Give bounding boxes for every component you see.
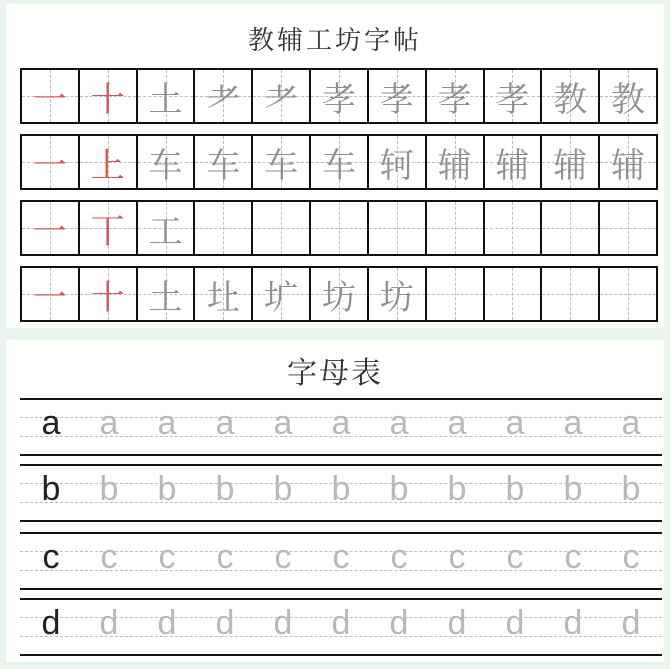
- trace-letter: a: [215, 404, 235, 442]
- trace-letter: d: [505, 604, 525, 642]
- grid-cell: [195, 268, 253, 320]
- grid-cell: [138, 136, 196, 188]
- trace-letter: d: [621, 604, 641, 642]
- grid-cell: [22, 202, 80, 254]
- model-letter: b: [41, 470, 61, 508]
- grid-cell: [311, 70, 369, 122]
- grid-cell: [22, 70, 80, 122]
- grid-cell: [369, 268, 427, 320]
- grid-cell: [485, 70, 543, 122]
- letter-row-b: [20, 464, 662, 522]
- stroke-glyph: 孝: [495, 79, 530, 120]
- practice-row: [20, 134, 658, 190]
- stroke-glyph: 教: [611, 79, 646, 120]
- stroke-glyph: 车: [148, 145, 183, 186]
- stroke-glyph: [253, 202, 309, 254]
- model-letter: c: [42, 538, 60, 576]
- stroke-glyph: [542, 268, 598, 320]
- stroke-glyph: 耂: [206, 79, 241, 120]
- grid-cell: [311, 268, 369, 320]
- trace-letter: b: [215, 470, 235, 508]
- grid-cell: [600, 202, 656, 254]
- trace-letter: d: [99, 604, 119, 642]
- trace-letter: a: [157, 404, 177, 442]
- grid-cell: [600, 136, 656, 188]
- stroke-glyph: 车: [264, 145, 299, 186]
- stroke-glyph: 土: [148, 277, 183, 318]
- grid-cell: [427, 202, 485, 254]
- trace-letter: a: [563, 404, 583, 442]
- grid-cell: [138, 70, 196, 122]
- trace-letter: a: [99, 404, 119, 442]
- copybook-title: 教辅工坊字帖: [247, 26, 422, 56]
- letter-row-a: [20, 398, 662, 456]
- guide-line: [20, 598, 662, 600]
- stroke-glyph: 圹: [264, 277, 299, 318]
- grid-cell: [542, 268, 600, 320]
- letter-row-d: [20, 598, 662, 656]
- grid-cell: [80, 70, 138, 122]
- grid-cell: [311, 136, 369, 188]
- trace-letter: c: [390, 538, 408, 576]
- trace-letter: c: [622, 538, 640, 576]
- stroke-glyph: [311, 202, 367, 254]
- grid-cell: [427, 70, 485, 122]
- trace-letter: a: [389, 404, 409, 442]
- trace-letter: b: [563, 470, 583, 508]
- stroke-glyph: 一: [32, 277, 67, 318]
- stroke-order-panel: [6, 4, 664, 328]
- trace-letter: a: [447, 404, 467, 442]
- grid-cell: [80, 202, 138, 254]
- guide-line: [20, 454, 662, 456]
- grid-cell: [600, 70, 656, 122]
- stroke-glyph: 工: [148, 211, 183, 252]
- grid-cell: [253, 268, 311, 320]
- guide-line: [20, 532, 662, 534]
- stroke-glyph: [542, 202, 598, 254]
- letter-row-c: [20, 532, 662, 590]
- trace-letter: d: [215, 604, 235, 642]
- practice-row: [20, 68, 658, 124]
- stroke-glyph: [485, 268, 541, 320]
- trace-letter: a: [505, 404, 525, 442]
- trace-letter: d: [331, 604, 351, 642]
- stroke-glyph: 十: [90, 79, 125, 120]
- stroke-glyph: 坊: [379, 277, 414, 318]
- trace-letter: b: [99, 470, 119, 508]
- trace-letter: a: [621, 404, 641, 442]
- stroke-glyph: [600, 268, 656, 320]
- stroke-glyph: [427, 268, 483, 320]
- model-letter: d: [41, 604, 61, 642]
- trace-letter: d: [447, 604, 467, 642]
- model-letter: a: [41, 404, 61, 442]
- trace-letter: c: [448, 538, 466, 576]
- trace-letter: b: [331, 470, 351, 508]
- stroke-glyph: 孝: [379, 79, 414, 120]
- stroke-glyph: 辅: [611, 145, 646, 186]
- guide-line: [20, 398, 662, 400]
- trace-letter: d: [563, 604, 583, 642]
- stroke-glyph: 孝: [437, 79, 472, 120]
- grid-cell: [80, 136, 138, 188]
- trace-letter: c: [332, 538, 350, 576]
- trace-letter: d: [157, 604, 177, 642]
- stroke-glyph: 辅: [437, 145, 472, 186]
- grid-cell: [253, 202, 311, 254]
- trace-letter: a: [331, 404, 351, 442]
- practice-row: [20, 266, 658, 322]
- trace-letter: b: [157, 470, 177, 508]
- grid-cell: [80, 268, 138, 320]
- stroke-glyph: 孝: [321, 79, 356, 120]
- stroke-glyph: [485, 202, 541, 254]
- trace-letter: b: [505, 470, 525, 508]
- alphabet-panel: [6, 340, 664, 662]
- stroke-glyph: 车: [321, 145, 356, 186]
- grid-cell: [485, 202, 543, 254]
- grid-cell: [369, 70, 427, 122]
- grid-cell: [485, 136, 543, 188]
- grid-cell: [311, 202, 369, 254]
- trace-letter: c: [506, 538, 524, 576]
- grid-cell: [369, 136, 427, 188]
- stroke-glyph: 上: [90, 145, 125, 186]
- stroke-glyph: 丅: [90, 211, 125, 252]
- grid-cell: [138, 202, 196, 254]
- trace-letter: c: [100, 538, 118, 576]
- grid-cell: [427, 268, 485, 320]
- guide-line: [20, 654, 662, 656]
- stroke-glyph: 车: [206, 145, 241, 186]
- stroke-glyph: 十: [90, 277, 125, 318]
- trace-letter: b: [447, 470, 467, 508]
- trace-letter: b: [389, 470, 409, 508]
- grid-cell: [253, 70, 311, 122]
- trace-letter: b: [621, 470, 641, 508]
- grid-cell: [485, 268, 543, 320]
- trace-letter: c: [158, 538, 176, 576]
- stroke-glyph: [195, 202, 251, 254]
- trace-letter: c: [274, 538, 292, 576]
- alphabet-title: 字母表: [287, 356, 383, 391]
- grid-cell: [542, 136, 600, 188]
- grid-cell: [195, 70, 253, 122]
- grid-cell: [427, 136, 485, 188]
- grid-cell: [195, 136, 253, 188]
- grid-cell: [253, 136, 311, 188]
- trace-letter: c: [564, 538, 582, 576]
- trace-letter: b: [273, 470, 293, 508]
- grid-cell: [600, 268, 656, 320]
- guide-line: [20, 588, 662, 590]
- stroke-glyph: 辅: [495, 145, 530, 186]
- stroke-glyph: 土: [148, 79, 183, 120]
- stroke-glyph: [600, 202, 656, 254]
- stroke-glyph: [427, 202, 483, 254]
- trace-letter: c: [216, 538, 234, 576]
- stroke-glyph: 一: [32, 79, 67, 120]
- grid-cell: [22, 268, 80, 320]
- grid-cell: [542, 70, 600, 122]
- trace-letter: d: [389, 604, 409, 642]
- trace-letter: d: [273, 604, 293, 642]
- stroke-glyph: 耂: [264, 79, 299, 120]
- grid-cell: [369, 202, 427, 254]
- stroke-glyph: 一: [32, 211, 67, 252]
- stroke-glyph: 辅: [553, 145, 588, 186]
- guide-line: [20, 464, 662, 466]
- stroke-glyph: 一: [32, 145, 67, 186]
- stroke-glyph: [369, 202, 425, 254]
- grid-cell: [22, 136, 80, 188]
- trace-letter: a: [273, 404, 293, 442]
- stroke-glyph: 圵: [206, 277, 241, 318]
- grid-cell: [542, 202, 600, 254]
- grid-cell: [195, 202, 253, 254]
- grid-cell: [138, 268, 196, 320]
- stroke-glyph: 教: [553, 79, 588, 120]
- stroke-glyph: 坊: [321, 277, 356, 318]
- practice-row: [20, 200, 658, 256]
- stroke-glyph: 轲: [379, 145, 414, 186]
- guide-line: [20, 520, 662, 522]
